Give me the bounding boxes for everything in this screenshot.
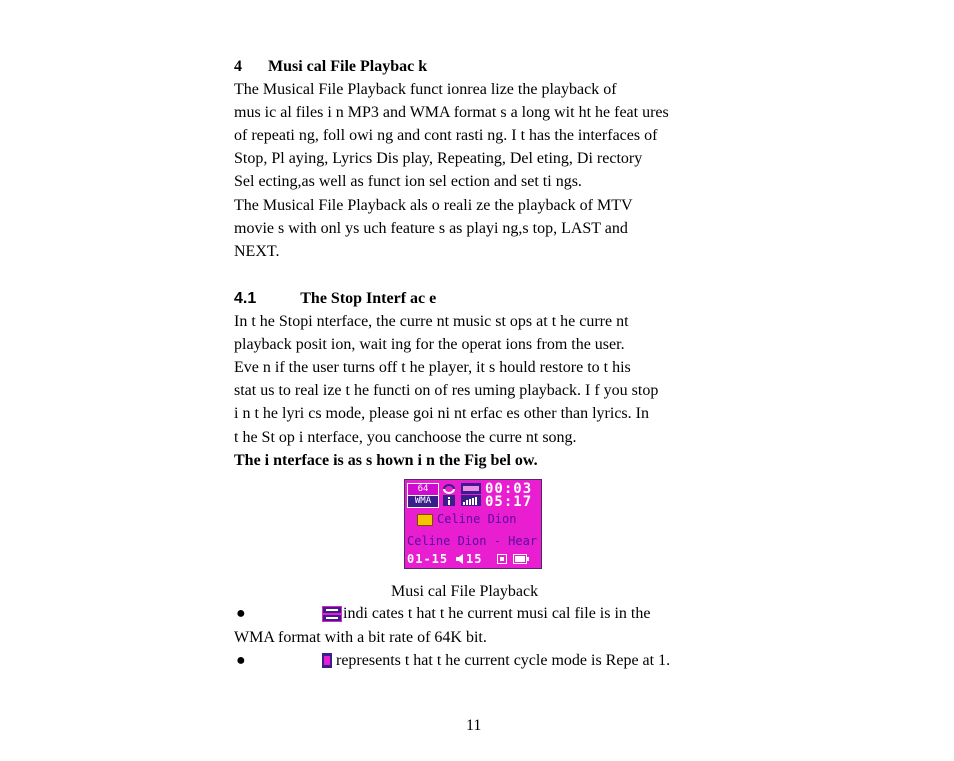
paragraph-line: t he St op i nterface, you canchoose the curre nt song. [234, 429, 577, 446]
total-time: 05:17 [485, 494, 533, 510]
paragraph-line: of repeati ng, foll owi ng and cont rasti ng. I t has the interfaces of [234, 127, 658, 144]
format-badge [407, 495, 439, 508]
page-number: 11 [466, 717, 482, 734]
paragraph-line: The Musical File Playback funct ionrea lize the playback of [234, 81, 617, 98]
section-4-heading [234, 57, 427, 77]
folder-icon [417, 514, 433, 526]
bullet-text: represents t hat t he current cycle mode is Repe at 1. [336, 652, 671, 669]
bullet-text: indi cates t hat t he current musi cal file is in the [343, 605, 651, 622]
paragraph-line: Stop, Pl aying, Lyrics Dis play, Repeating, Del eting, Di rectory [234, 150, 643, 167]
paragraph-line: Eve n if the user turns off t he player, it s hould restore to t his [234, 359, 631, 376]
player-stop-screen [404, 479, 542, 569]
battery-icon [513, 554, 529, 564]
paragraph-line: NEXT. [234, 243, 280, 260]
format-label: WMA [414, 496, 432, 506]
paragraph-line: In t he Stopi nterface, the curre nt music st ops at t he curre nt [234, 313, 629, 330]
bullet-symbol: ● [236, 605, 246, 622]
elapsed-time: 00:03 [485, 481, 533, 497]
info-icon [443, 495, 455, 506]
figure-caption: Musi cal File Playback [391, 583, 539, 600]
bullet-symbol: ● [236, 652, 246, 669]
folder-name: Celine Dion [437, 512, 517, 526]
paragraph-line: Sel ecting,as well as funct ion sel ection and set ti ngs. [234, 173, 582, 190]
section-4-1-heading [234, 289, 436, 309]
volume-level: 15 [466, 552, 483, 566]
eq-mode-icon [461, 483, 481, 494]
repeat-one-icon [322, 653, 332, 668]
section-title: Musi cal File Playbac k [268, 58, 428, 75]
wma-bitrate-icon [322, 606, 342, 622]
bitrate-label: 64 [417, 484, 429, 494]
speaker-icon [455, 554, 465, 564]
paragraph-line: i n t he lyri cs mode, please goi ni nt erfac es other than lyrics. In [234, 405, 649, 422]
section-number: 4 [234, 58, 242, 75]
paragraph-line: The Musical File Playback als o reali ze the playback of MTV [234, 197, 633, 214]
subsection-number: 4.1 [234, 290, 257, 307]
song-title: Celine Dion - Hear [407, 534, 538, 548]
track-counter: 01-15 [407, 552, 449, 566]
subsection-title: The Stop Interf ac e [300, 290, 437, 307]
paragraph-line: mus ic al files i n MP3 and WMA format s a long wit ht he feat ures [234, 104, 669, 121]
bullet-text: WMA format with a bit rate of 64K bit. [234, 629, 487, 646]
figure-intro: The i nterface is as s hown i n the Fig bel ow. [234, 452, 538, 469]
paragraph-line: movie s with onl ys uch feature s as playi ng,s top, LAST and [234, 220, 628, 237]
repeat-icon [442, 483, 456, 495]
paragraph-line: stat us to real ize t he functi on of res uming playback. I f you stop [234, 382, 659, 399]
lock-icon [497, 554, 507, 564]
paragraph-line: playback posit ion, wait ing for the operat ions from the user. [234, 336, 625, 353]
level-meter-icon [461, 495, 481, 506]
